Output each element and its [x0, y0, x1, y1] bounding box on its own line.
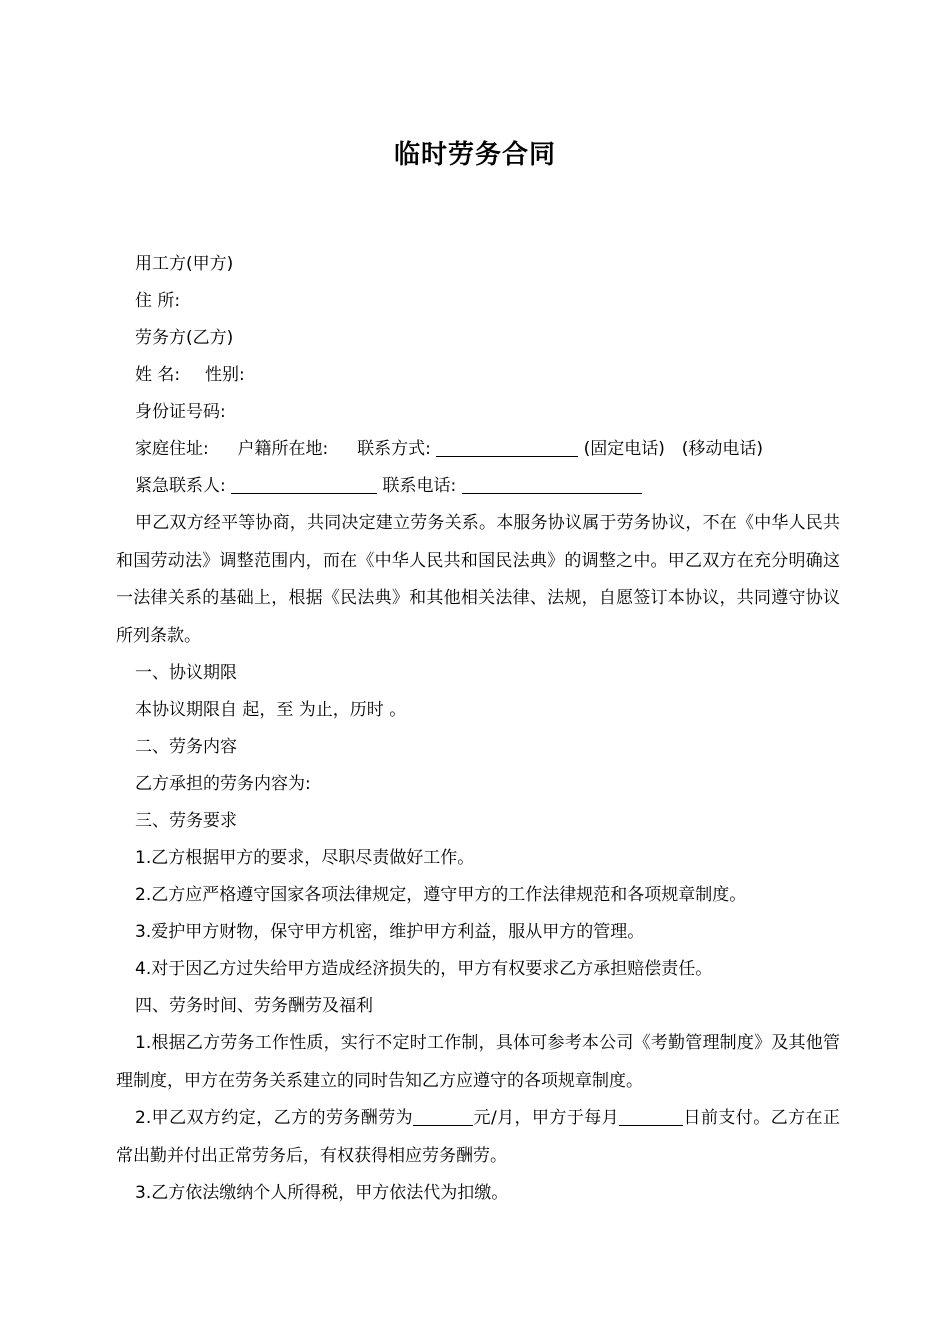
id-number-label: 身份证号码:: [135, 402, 226, 422]
emergency-contact-label: 紧急联系人:: [135, 476, 226, 496]
section3-item: 2.乙方应严格遵守国家各项法律规定，遵守甲方的工作法律规范和各项规章制度。: [135, 885, 747, 905]
section2-text: 乙方承担的劳务内容为:: [135, 774, 311, 794]
emergency-contact-row: [116, 468, 840, 505]
emergency-phone-label: 联系电话:: [382, 476, 457, 496]
contact-label: 联系方式:: [357, 439, 431, 459]
salary-fill-line: [413, 1105, 473, 1126]
section1-heading: 一、协议期限: [135, 663, 237, 683]
name-label: 姓 名:: [135, 365, 181, 385]
section3-heading: 三、劳务要求: [135, 811, 237, 831]
section1-text: 本协议期限自 起，至 为止，历时 。: [135, 700, 407, 720]
name-gender-row: [116, 357, 840, 394]
party-a-label: 用工方(甲方): [135, 254, 234, 274]
section4-item2: [116, 1100, 840, 1175]
mobile-phone-label: (移动电话): [681, 439, 763, 459]
party-a-address-label: 住 所:: [135, 291, 181, 311]
section3-item: 1.乙方根据甲方的要求，尽职尽责做好工作。: [135, 848, 475, 868]
section4-item3: 3.乙方依法缴纳个人所得税，甲方依法代为扣缴。: [135, 1183, 509, 1203]
section4-item2-part1: 2.甲乙双方约定，乙方的劳务酬劳为: [135, 1108, 414, 1128]
section3-item: 3.爱护甲方财物，保守甲方机密，维护甲方利益，服从甲方的管理。: [135, 922, 645, 942]
gender-label: 性别:: [204, 365, 245, 385]
contact-fill-line: [436, 436, 578, 457]
home-address-label: 家庭住址:: [135, 439, 209, 459]
fixed-phone-label: (固定电话): [583, 439, 665, 459]
document-title: 临时劳务合同: [393, 140, 556, 170]
section4-item2-part2: 元/月，甲方于每月: [473, 1108, 620, 1128]
section2-heading: 二、劳务内容: [135, 737, 237, 757]
pay-day-fill-line: [619, 1105, 683, 1126]
section4-item2-part3: 日前支付。乙方在正常出勤并付出正常劳务后，有权获得相应劳务酬劳。: [116, 1108, 840, 1166]
emergency-phone-fill-line: [462, 473, 642, 494]
party-b-label: 劳务方(乙方): [135, 328, 234, 348]
emergency-contact-fill-line: [231, 473, 377, 494]
intro-paragraph: 甲乙双方经平等协商，共同决定建立劳务关系。本服务协议属于劳务协议，不在《中华人民共和国劳动法》调整范围内，而在《中华人民共和国民法典》的调整之中。甲乙双方在充分明确这一法律关系的基础上，根据《民法典》和其他相关法律、法规，自愿签订本协议，共同遵守协议所列条款。: [116, 513, 840, 646]
section4-heading: 四、劳务时间、劳务酬劳及福利: [135, 996, 373, 1016]
document-body: [116, 246, 840, 1212]
household-label: 户籍所在地:: [237, 439, 329, 459]
address-contact-row: [116, 431, 840, 468]
section4-item1: 1.根据乙方劳务工作性质，实行不定时工作制，具体可参考本公司《考勤管理制度》及其他管理制度，甲方在劳务关系建立的同时告知乙方应遵守的各项规章制度。: [116, 1033, 840, 1091]
section3-item: 4.对于因乙方过失给甲方造成经济损失的，甲方有权要求乙方承担赔偿责任。: [135, 959, 713, 979]
